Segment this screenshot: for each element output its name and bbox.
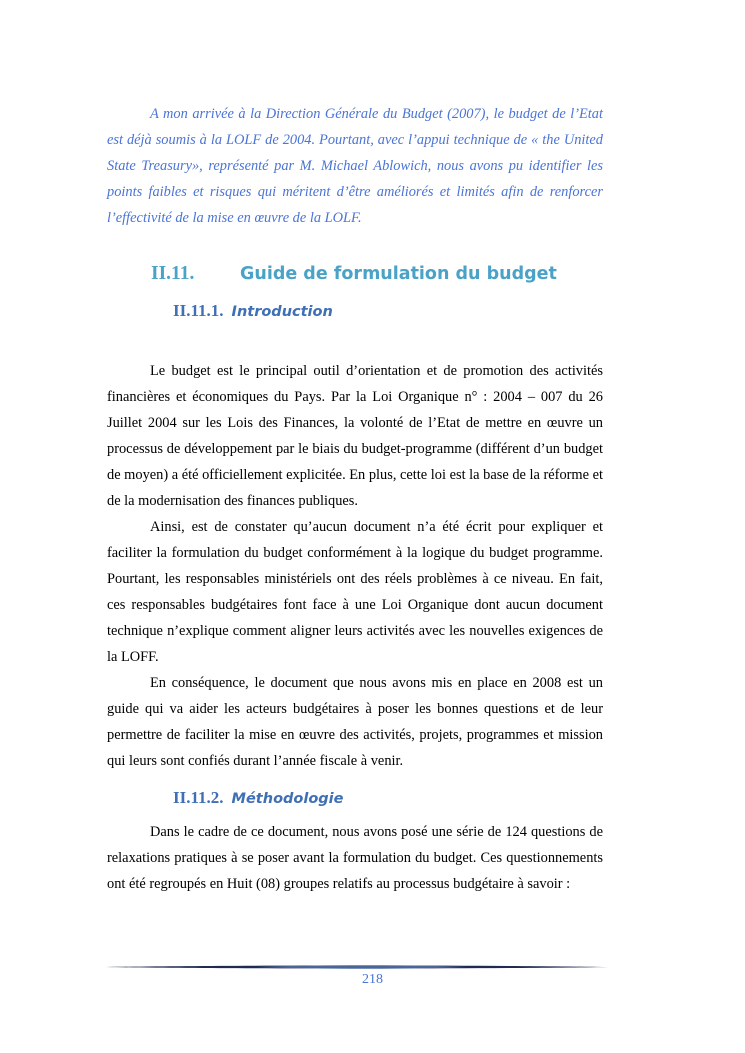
body-paragraph-text: Dans le cadre de ce document, nous avons posé une série de 124 questions de relaxations pratiques à se poser avant la formulation du budget. Ces questionnements ont été regroupés en Huit (08) groupes relatifs au processus budgétaire à savoir : <box>107 824 603 892</box>
subsection-title: Introduction <box>231 304 333 320</box>
section-title: Guide de formulation du budget <box>240 264 557 284</box>
intro-paragraph <box>107 101 603 231</box>
body-paragraph-text: Le budget est le principal outil d’orientation et de promotion des activités financières et économiques du Pays. Par la Loi Organique n° : 2004 – 007 du 26 Juillet 2004 sur les Lois des Finances, la volonté de l’Etat de mettre en œuvre un processus de développement par le biais du budget-programme (différent d’un budget de moyen) a été officiellement explicitée. En plus, cette loi est la base de la réforme et de la modernisation des finances publiques. <box>107 363 603 509</box>
body-paragraph-text: Ainsi, est de constater qu’aucun document n’a été écrit pour expliquer et faciliter la formulation du budget conformément à la logique du budget programme. Pourtant, les responsables ministériels ont des réels problèmes à ce niveau. En fait, ces responsables budgétaires font face à une Loi Organique dont aucun document technique n’explique comment aligner leurs activités avec les nouvelles exigences de la LOFF. <box>107 519 603 665</box>
body-paragraph-text: En conséquence, le document que nous avons mis en place en 2008 est un guide qui va aider les acteurs budgétaires à poser les bonnes questions et de leur permettre de faciliter la mise en œuvre des activités, projets, programmes et mission qui leurs sont confiés durant l’année fiscale à venir. <box>107 675 603 769</box>
subsection-number: II.11.2. <box>173 788 224 807</box>
subsection-heading-methodologie <box>173 787 343 809</box>
intro-paragraph-text: A mon arrivée à la Direction Générale du Budget (2007), le budget de l’Etat est déjà soumis à la LOLF de 2004. Pourtant, avec l’appui technique de « the United State Treasury», représenté par M. Michael Ablowich, nous avons pu identifier les points faibles et risques qui méritent d’être améliorés et limités afin de renforcer l’effectivité de la mise en œuvre de la LOLF. <box>107 106 603 226</box>
body-paragraph-3 <box>107 670 603 774</box>
page-number: 218 <box>362 972 383 987</box>
body-paragraph-1 <box>107 358 603 514</box>
subsection-title: Méthodologie <box>231 791 344 807</box>
section-heading <box>151 263 557 285</box>
subsection-heading-introduction <box>173 300 333 322</box>
body-paragraph-4 <box>107 819 603 897</box>
body-paragraph-2 <box>107 514 603 670</box>
section-number: II.11. <box>151 263 195 284</box>
subsection-number: II.11.1. <box>173 301 224 320</box>
footer-divider <box>106 963 608 971</box>
